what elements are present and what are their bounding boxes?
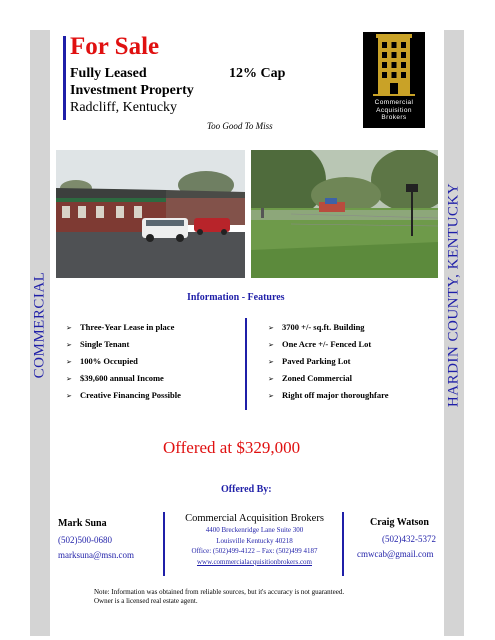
arrow-bullet-icon: ➢ [268, 375, 274, 383]
feature-right-5: ➢ Right off major thoroughfare [268, 390, 389, 400]
feature-right-3: ➢ Paved Parking Lot [268, 356, 351, 366]
investment-property-text: Investment Property [70, 83, 194, 98]
arrow-bullet-icon: ➢ [268, 358, 274, 366]
disclaimer-line-1: Note: Information was obtained from reliable sources, but it's accuracy is not guaranteed. [94, 588, 345, 596]
building-icon [363, 32, 425, 98]
right-sidebar-label: HARDIN COUNTY, KENTUCKY [445, 182, 462, 408]
feature-right-4: ➢ Zoned Commercial [268, 373, 352, 383]
company-address-1: 4400 Breckenridge Lane Suite 300 [205, 526, 304, 534]
fully-leased-text: Fully Leased [70, 66, 147, 81]
offered-by-heading: Offered By: [221, 484, 272, 495]
features-divider [245, 318, 247, 410]
arrow-bullet-icon: ➢ [66, 392, 72, 400]
lot-photo [251, 150, 438, 278]
arrow-bullet-icon: ➢ [66, 375, 72, 383]
company-phones: Office: (502)499-4122 – Fax: (502)499 4187 [191, 547, 318, 555]
agent-left-phone: (502)500-0680 [58, 535, 112, 545]
header-accent-line [63, 36, 66, 120]
feature-left-3: ➢ 100% Occupied [66, 356, 138, 366]
disclaimer-note [94, 588, 344, 606]
building-photo [56, 150, 245, 278]
company-contact-block [167, 512, 342, 567]
agent-left-email[interactable]: marksuna@msn.com [58, 550, 135, 560]
contact-divider-right [342, 512, 344, 576]
logo-line-2: Acquisition [376, 106, 412, 114]
agent-right-name: Craig Watson [370, 517, 429, 528]
left-sidebar-label: COMMERCIAL [31, 271, 48, 379]
contact-divider-left [163, 512, 165, 576]
arrow-bullet-icon: ➢ [268, 324, 274, 332]
logo-text [363, 99, 425, 122]
info-features-title: Information - Features [187, 292, 285, 303]
agent-right-phone: (502)432-5372 [382, 534, 436, 544]
feature-right-2: ➢ One Acre +/- Fenced Lot [268, 339, 372, 349]
feature-left-2: ➢ Single Tenant [66, 339, 130, 349]
price-text: Offered at $329,000 [163, 438, 301, 457]
feature-right-1: ➢ 3700 +/- sq.ft. Building [268, 322, 365, 332]
arrow-bullet-icon: ➢ [66, 324, 72, 332]
arrow-bullet-icon: ➢ [268, 392, 274, 400]
company-address-2: Louisville Kentucky 40218 [216, 536, 293, 545]
company-website-link[interactable]: www.commercialacquisitionbrokers.com [196, 557, 312, 566]
agent-left-name: Mark Suna [58, 518, 107, 529]
cap-rate-text: 12% Cap [229, 66, 286, 81]
for-sale-title: For Sale [70, 33, 160, 60]
right-sidebar-label-wrap [444, 170, 464, 420]
company-name: Commercial Acquisition Brokers [185, 513, 324, 524]
feature-left-1: ➢ Three-Year Lease in place [66, 322, 175, 332]
arrow-bullet-icon: ➢ [66, 358, 72, 366]
tagline: Too Good To Miss [207, 121, 273, 131]
agent-right-email[interactable]: cmwcab@gmail.com [357, 549, 434, 559]
arrow-bullet-icon: ➢ [268, 341, 274, 349]
feature-left-5: ➢ Creative Financing Possible [66, 390, 181, 400]
feature-left-4: ➢ $39,600 annual Income [66, 373, 164, 383]
logo-line-1: Commercial [374, 99, 414, 106]
location-text: Radcliff, Kentucky [70, 100, 178, 115]
company-logo [363, 32, 425, 128]
logo-line-3: Brokers [381, 114, 407, 121]
disclaimer-line-2: Owner is a licensed real estate agent. [94, 597, 198, 605]
arrow-bullet-icon: ➢ [66, 341, 72, 349]
left-sidebar-label-wrap [30, 270, 50, 380]
